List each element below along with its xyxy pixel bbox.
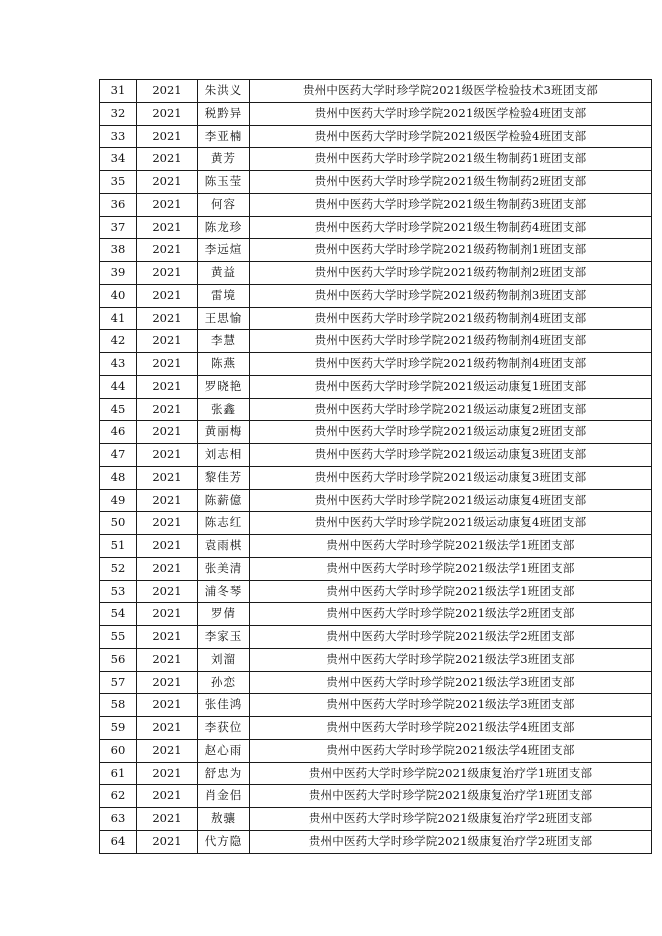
league-branch-cell: 贵州中医药大学时珍学院2021级医学检验技术3班团支部 bbox=[250, 80, 652, 103]
row-number-cell: 44 bbox=[100, 375, 137, 398]
member-name-cell: 陈龙珍 bbox=[198, 216, 250, 239]
row-number-cell: 46 bbox=[100, 421, 137, 444]
league-branch-cell: 贵州中医药大学时珍学院2021级医学检验4班团支部 bbox=[250, 125, 652, 148]
year-cell: 2021 bbox=[137, 785, 198, 808]
table-row bbox=[100, 148, 652, 171]
table-row bbox=[100, 125, 652, 148]
year-cell: 2021 bbox=[137, 125, 198, 148]
year-cell: 2021 bbox=[137, 375, 198, 398]
row-number-cell: 59 bbox=[100, 717, 137, 740]
year-cell: 2021 bbox=[137, 466, 198, 489]
table-row bbox=[100, 785, 652, 808]
row-number-cell: 49 bbox=[100, 489, 137, 512]
year-cell: 2021 bbox=[137, 284, 198, 307]
year-cell: 2021 bbox=[137, 762, 198, 785]
member-name-cell: 肖金侣 bbox=[198, 785, 250, 808]
row-number-cell: 34 bbox=[100, 148, 137, 171]
member-name-cell: 李家玉 bbox=[198, 626, 250, 649]
row-number-cell: 52 bbox=[100, 557, 137, 580]
member-name-cell: 张美清 bbox=[198, 557, 250, 580]
league-branch-cell: 贵州中医药大学时珍学院2021级法学1班团支部 bbox=[250, 535, 652, 558]
year-cell: 2021 bbox=[137, 648, 198, 671]
league-branch-cell: 贵州中医药大学时珍学院2021级康复治疗学2班团支部 bbox=[250, 808, 652, 831]
league-branch-cell: 贵州中医药大学时珍学院2021级法学3班团支部 bbox=[250, 671, 652, 694]
league-branch-cell: 贵州中医药大学时珍学院2021级医学检验4班团支部 bbox=[250, 102, 652, 125]
member-name-cell: 陈志红 bbox=[198, 512, 250, 535]
member-name-cell: 张佳鸿 bbox=[198, 694, 250, 717]
year-cell: 2021 bbox=[137, 421, 198, 444]
row-number-cell: 45 bbox=[100, 398, 137, 421]
member-name-cell: 陈燕 bbox=[198, 353, 250, 376]
row-number-cell: 43 bbox=[100, 353, 137, 376]
table-row bbox=[100, 557, 652, 580]
year-cell: 2021 bbox=[137, 739, 198, 762]
year-cell: 2021 bbox=[137, 216, 198, 239]
league-branch-cell: 贵州中医药大学时珍学院2021级康复治疗学2班团支部 bbox=[250, 830, 652, 853]
row-number-cell: 35 bbox=[100, 171, 137, 194]
member-name-cell: 刘志相 bbox=[198, 444, 250, 467]
league-branch-cell: 贵州中医药大学时珍学院2021级法学2班团支部 bbox=[250, 626, 652, 649]
year-cell: 2021 bbox=[137, 626, 198, 649]
row-number-cell: 57 bbox=[100, 671, 137, 694]
year-cell: 2021 bbox=[137, 557, 198, 580]
table-row bbox=[100, 535, 652, 558]
league-branch-cell: 贵州中医药大学时珍学院2021级法学2班团支部 bbox=[250, 603, 652, 626]
league-branch-cell: 贵州中医药大学时珍学院2021级法学1班团支部 bbox=[250, 580, 652, 603]
league-branch-cell: 贵州中医药大学时珍学院2021级生物制药4班团支部 bbox=[250, 216, 652, 239]
member-name-cell: 朱洪义 bbox=[198, 80, 250, 103]
member-name-cell: 浦冬琴 bbox=[198, 580, 250, 603]
year-cell: 2021 bbox=[137, 808, 198, 831]
row-number-cell: 48 bbox=[100, 466, 137, 489]
member-name-cell: 赵心雨 bbox=[198, 739, 250, 762]
table-row bbox=[100, 626, 652, 649]
league-branch-cell: 贵州中医药大学时珍学院2021级药物制剂3班团支部 bbox=[250, 284, 652, 307]
league-branch-cell: 贵州中医药大学时珍学院2021级生物制药3班团支部 bbox=[250, 193, 652, 216]
league-branch-cell: 贵州中医药大学时珍学院2021级康复治疗学1班团支部 bbox=[250, 762, 652, 785]
year-cell: 2021 bbox=[137, 580, 198, 603]
table-row bbox=[100, 102, 652, 125]
row-number-cell: 40 bbox=[100, 284, 137, 307]
table-row bbox=[100, 80, 652, 103]
member-name-cell: 袁雨棋 bbox=[198, 535, 250, 558]
member-name-cell: 李远煊 bbox=[198, 239, 250, 262]
league-branch-cell: 贵州中医药大学时珍学院2021级法学1班团支部 bbox=[250, 557, 652, 580]
league-branch-cell: 贵州中医药大学时珍学院2021级运动康复1班团支部 bbox=[250, 375, 652, 398]
row-number-cell: 31 bbox=[100, 80, 137, 103]
member-name-cell: 张鑫 bbox=[198, 398, 250, 421]
table-row bbox=[100, 284, 652, 307]
table-row bbox=[100, 808, 652, 831]
table-row bbox=[100, 830, 652, 853]
member-name-cell: 孙恋 bbox=[198, 671, 250, 694]
year-cell: 2021 bbox=[137, 512, 198, 535]
row-number-cell: 32 bbox=[100, 102, 137, 125]
league-branch-cell: 贵州中医药大学时珍学院2021级药物制剂1班团支部 bbox=[250, 239, 652, 262]
member-name-cell: 税黔异 bbox=[198, 102, 250, 125]
member-name-cell: 刘溜 bbox=[198, 648, 250, 671]
table-row bbox=[100, 421, 652, 444]
row-number-cell: 62 bbox=[100, 785, 137, 808]
league-branch-cell: 贵州中医药大学时珍学院2021级运动康复3班团支部 bbox=[250, 466, 652, 489]
member-name-cell: 李亚楠 bbox=[198, 125, 250, 148]
table-row bbox=[100, 671, 652, 694]
league-branch-cell: 贵州中医药大学时珍学院2021级药物制剂4班团支部 bbox=[250, 353, 652, 376]
roster-table bbox=[99, 79, 652, 854]
row-number-cell: 36 bbox=[100, 193, 137, 216]
member-name-cell: 黄益 bbox=[198, 262, 250, 285]
row-number-cell: 33 bbox=[100, 125, 137, 148]
member-name-cell: 陈薪億 bbox=[198, 489, 250, 512]
member-name-cell: 雷境 bbox=[198, 284, 250, 307]
row-number-cell: 38 bbox=[100, 239, 137, 262]
year-cell: 2021 bbox=[137, 489, 198, 512]
league-branch-cell: 贵州中医药大学时珍学院2021级法学3班团支部 bbox=[250, 694, 652, 717]
roster-table-body bbox=[100, 80, 652, 854]
year-cell: 2021 bbox=[137, 148, 198, 171]
league-branch-cell: 贵州中医药大学时珍学院2021级运动康复2班团支部 bbox=[250, 398, 652, 421]
league-branch-cell: 贵州中医药大学时珍学院2021级运动康复4班团支部 bbox=[250, 489, 652, 512]
member-name-cell: 陈玉莹 bbox=[198, 171, 250, 194]
table-row bbox=[100, 330, 652, 353]
row-number-cell: 53 bbox=[100, 580, 137, 603]
row-number-cell: 63 bbox=[100, 808, 137, 831]
table-row bbox=[100, 375, 652, 398]
member-name-cell: 舒忠为 bbox=[198, 762, 250, 785]
row-number-cell: 54 bbox=[100, 603, 137, 626]
year-cell: 2021 bbox=[137, 694, 198, 717]
row-number-cell: 58 bbox=[100, 694, 137, 717]
member-name-cell: 黎佳芳 bbox=[198, 466, 250, 489]
table-row bbox=[100, 717, 652, 740]
league-branch-cell: 贵州中医药大学时珍学院2021级药物制剂4班团支部 bbox=[250, 330, 652, 353]
member-name-cell: 王思愉 bbox=[198, 307, 250, 330]
table-row bbox=[100, 444, 652, 467]
league-branch-cell: 贵州中医药大学时珍学院2021级法学4班团支部 bbox=[250, 739, 652, 762]
row-number-cell: 39 bbox=[100, 262, 137, 285]
table-row bbox=[100, 762, 652, 785]
year-cell: 2021 bbox=[137, 102, 198, 125]
year-cell: 2021 bbox=[137, 830, 198, 853]
member-name-cell: 代方隐 bbox=[198, 830, 250, 853]
table-row bbox=[100, 489, 652, 512]
year-cell: 2021 bbox=[137, 239, 198, 262]
table-row bbox=[100, 580, 652, 603]
member-name-cell: 敖骧 bbox=[198, 808, 250, 831]
year-cell: 2021 bbox=[137, 262, 198, 285]
table-row bbox=[100, 262, 652, 285]
year-cell: 2021 bbox=[137, 671, 198, 694]
table-row bbox=[100, 353, 652, 376]
member-name-cell: 李慧 bbox=[198, 330, 250, 353]
row-number-cell: 60 bbox=[100, 739, 137, 762]
member-name-cell: 罗倩 bbox=[198, 603, 250, 626]
table-row bbox=[100, 239, 652, 262]
league-branch-cell: 贵州中医药大学时珍学院2021级运动康复4班团支部 bbox=[250, 512, 652, 535]
row-number-cell: 51 bbox=[100, 535, 137, 558]
year-cell: 2021 bbox=[137, 307, 198, 330]
year-cell: 2021 bbox=[137, 80, 198, 103]
year-cell: 2021 bbox=[137, 717, 198, 740]
member-name-cell: 罗晓艳 bbox=[198, 375, 250, 398]
table-row bbox=[100, 603, 652, 626]
member-name-cell: 黄丽梅 bbox=[198, 421, 250, 444]
row-number-cell: 56 bbox=[100, 648, 137, 671]
league-branch-cell: 贵州中医药大学时珍学院2021级法学3班团支部 bbox=[250, 648, 652, 671]
table-row bbox=[100, 216, 652, 239]
row-number-cell: 37 bbox=[100, 216, 137, 239]
row-number-cell: 61 bbox=[100, 762, 137, 785]
year-cell: 2021 bbox=[137, 171, 198, 194]
row-number-cell: 55 bbox=[100, 626, 137, 649]
league-branch-cell: 贵州中医药大学时珍学院2021级药物制剂2班团支部 bbox=[250, 262, 652, 285]
row-number-cell: 50 bbox=[100, 512, 137, 535]
year-cell: 2021 bbox=[137, 398, 198, 421]
year-cell: 2021 bbox=[137, 603, 198, 626]
table-row bbox=[100, 648, 652, 671]
table-row bbox=[100, 694, 652, 717]
league-branch-cell: 贵州中医药大学时珍学院2021级药物制剂4班团支部 bbox=[250, 307, 652, 330]
league-branch-cell: 贵州中医药大学时珍学院2021级运动康复3班团支部 bbox=[250, 444, 652, 467]
member-name-cell: 何容 bbox=[198, 193, 250, 216]
row-number-cell: 41 bbox=[100, 307, 137, 330]
table-row bbox=[100, 398, 652, 421]
member-name-cell: 李获位 bbox=[198, 717, 250, 740]
row-number-cell: 47 bbox=[100, 444, 137, 467]
table-row bbox=[100, 512, 652, 535]
league-branch-cell: 贵州中医药大学时珍学院2021级生物制药2班团支部 bbox=[250, 171, 652, 194]
league-branch-cell: 贵州中医药大学时珍学院2021级运动康复2班团支部 bbox=[250, 421, 652, 444]
table-row bbox=[100, 739, 652, 762]
table-row bbox=[100, 171, 652, 194]
year-cell: 2021 bbox=[137, 444, 198, 467]
league-branch-cell: 贵州中医药大学时珍学院2021级法学4班团支部 bbox=[250, 717, 652, 740]
row-number-cell: 42 bbox=[100, 330, 137, 353]
table-row bbox=[100, 307, 652, 330]
table-row bbox=[100, 193, 652, 216]
year-cell: 2021 bbox=[137, 193, 198, 216]
table-row bbox=[100, 466, 652, 489]
row-number-cell: 64 bbox=[100, 830, 137, 853]
year-cell: 2021 bbox=[137, 535, 198, 558]
league-branch-cell: 贵州中医药大学时珍学院2021级生物制药1班团支部 bbox=[250, 148, 652, 171]
member-name-cell: 黄芳 bbox=[198, 148, 250, 171]
year-cell: 2021 bbox=[137, 330, 198, 353]
year-cell: 2021 bbox=[137, 353, 198, 376]
league-branch-cell: 贵州中医药大学时珍学院2021级康复治疗学1班团支部 bbox=[250, 785, 652, 808]
